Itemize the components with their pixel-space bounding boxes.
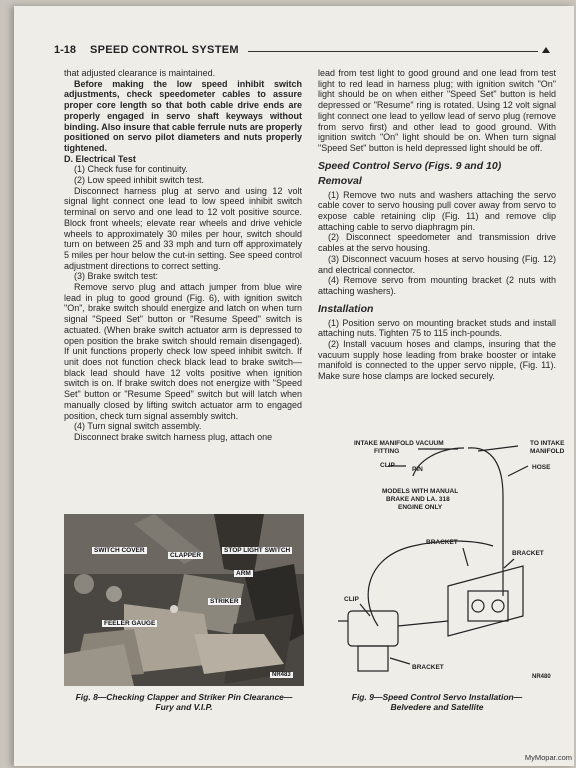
label-striker: STRIKER: [210, 598, 239, 605]
label-hose: HOSE: [532, 464, 551, 471]
step: (2) Install vacuum hoses and clamps, insuring that the vacuum supply hose leading from brake booster or intake manifold is connected to the upper servo nipple, (Fig. 11). Make sure hose clamps are locked securely.: [318, 339, 556, 382]
label-stop-light-switch: STOP LIGHT SWITCH: [224, 547, 291, 554]
label-clip-top: CLIP: [380, 462, 395, 469]
subheading-removal: Removal: [318, 174, 362, 187]
step: (2) Disconnect speedometer and transmission drive cables at the servo housing.: [318, 232, 556, 254]
label-intake-manifold-vacuum: INTAKE MANIFOLD VACUUM: [354, 440, 444, 447]
label-to-intake: TO INTAKE: [530, 440, 565, 447]
section-heading: Speed Control Servo (Figs. 9 and 10): [318, 159, 502, 172]
paragraph: Remove servo plug and attach jumper from blue wire lead in plug to good ground (Fig. 6), with ignition switch "On", brake switch should energize and latch on when turn signal "Speed Set" button or "Resume Speed" switch is actuated. (When brake switch actuator arm is depressed to open position the brake switch should remain disengaged). If unit functions properly check low speed inhibit switch. If unit does not function check black lead to brake switch—black lead should have 12 volts positive when ignition switch is on. If brake switch does not energize with "Speed Set" button or "Resume Speed" switch but will latch when manually closed by lifting switch actuator arm to engaged position, check turn signal assembly switch.: [64, 282, 302, 421]
caption-line: Fig. 8—Checking Clapper and Striker Pin Clearance—: [75, 692, 293, 702]
fig8-caption: [58, 692, 310, 712]
step: (1) Position servo on mounting bracket studs and install attaching nuts. Tighten 75 to 115 inch-pounds.: [318, 317, 556, 339]
left-column: [64, 68, 302, 443]
caption-line: Fig. 9—Speed Control Servo Installation—: [351, 692, 523, 702]
step: (3) Brake switch test:: [74, 271, 159, 282]
paragraph: Disconnect brake switch harness plug, attach one: [74, 431, 273, 442]
label-manifold: MANIFOLD: [530, 448, 565, 455]
label-bracket-3: BRACKET: [412, 664, 444, 671]
figure-code: NR480: [532, 674, 551, 680]
label-bracket-1: BRACKET: [426, 539, 458, 546]
header-rule: [248, 51, 538, 52]
label-models-line2: BRAKE AND LA. 318: [386, 496, 450, 503]
paragraph: that adjusted clearance is maintained.: [64, 68, 216, 78]
label-feeler-gauge: FEELER GAUGE: [104, 620, 156, 627]
label-clapper: CLAPPER: [170, 552, 202, 559]
paragraph-bold-note: Before making the low speed inhibit switch adjustments, check speedometer cables to assure proper core length so that both cable drive ends are properly engaged in servo shaft keyways without binding. Also insure that cable ferrule nuts are properly positioned on servo pilot diameters and nuts properly tightened.: [64, 78, 302, 153]
paragraph: Disconnect harness plug at servo and using 12 volt signal light connect one lead to low speed inhibit switch terminal on servo and one lead to 12 volt positive source. Block front wheels; elevate rear wheels and drive vehicle wheels to approximately 30 miles per hour, switch should turn on between 25 and 33 mph and turn off approximately 5 miles per hour below the cut-in setting. See speed control adjustment directions to correct setting.: [64, 185, 302, 271]
fig9-caption: [314, 692, 560, 712]
step: (4) Turn signal switch assembly.: [74, 421, 202, 432]
section-title: SPEED CONTROL SYSTEM: [90, 44, 239, 56]
label-switch-cover: SWITCH COVER: [94, 547, 145, 554]
paragraph: lead from test light to good ground and one lead from test light to red lead in harness plug; with ignition switch "On" light should be on when either "Speed Set" button is held depressed or "Resume" ring is rotated. Using 12 volt signal light connect one lead to yellow lead of servo plug (remove from servo first) and other lead to good ground. With ignition switch "On" light should be on. When turn signal "Speed Set" button is held depressed light should be off.: [318, 68, 556, 153]
caption-line: Belvedere and Satellite: [390, 702, 484, 712]
step: (1) Check fuse for continuity.: [74, 164, 188, 175]
label-models-line3: ENGINE ONLY: [398, 504, 443, 511]
page-number: 1-18: [54, 44, 77, 56]
caption-line: Fury and V.I.P.: [155, 702, 213, 712]
figure-code: NR483: [272, 672, 291, 678]
fig9-diagram: [318, 436, 565, 686]
label-pin: PIN: [412, 466, 423, 473]
footer-watermark: MyMopar.com: [524, 753, 572, 762]
triangle-marker-icon: [542, 47, 550, 53]
right-column: [318, 68, 556, 382]
label-bracket-2: BRACKET: [512, 550, 544, 557]
fig8-photo: [64, 514, 304, 686]
step: (4) Remove servo from mounting bracket (2 nuts with attaching washers).: [318, 275, 556, 296]
manual-page: [14, 6, 574, 766]
label-models-line1: MODELS WITH MANUAL: [382, 488, 459, 495]
page-header: [54, 44, 554, 60]
step: (1) Remove two nuts and washers attaching the servo cable cover to servo housing pull cover away from servo to expose cable retaining clip (Fig. 11) and remove clip attaching cable to servo diaphragm pin.: [318, 189, 556, 232]
subheading-electrical-test: D. Electrical Test: [64, 153, 136, 164]
fig8-photo-illustration: [64, 514, 304, 686]
step: (3) Disconnect vacuum hoses at servo housing (Fig. 12) and electrical connector.: [318, 253, 556, 275]
step: (2) Low speed inhibit switch test.: [74, 175, 205, 186]
servo-installation-illustration: [318, 436, 558, 686]
label-clip-bottom: CLIP: [344, 596, 359, 603]
subheading-installation: Installation: [318, 302, 374, 315]
label-fitting: FITTING: [374, 448, 400, 455]
label-arm: ARM: [236, 570, 251, 577]
